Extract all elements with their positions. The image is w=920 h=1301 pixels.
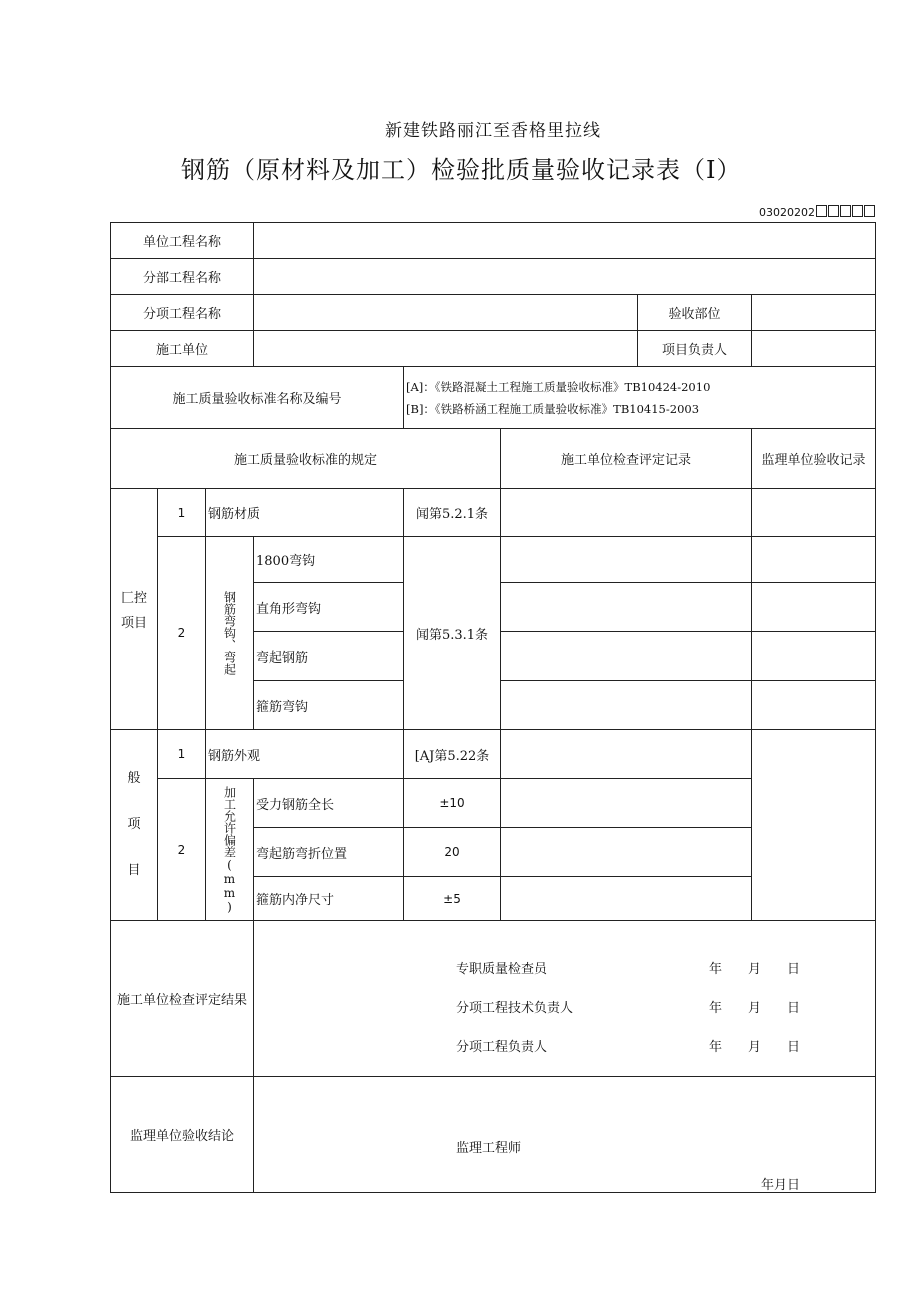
main-item2-sub4-supervision[interactable]: [752, 681, 876, 730]
construction-unit-label: 施工单位: [111, 331, 254, 367]
general-label-3: 目: [127, 863, 141, 878]
signer-quality-inspector: 专职质量检查员: [456, 962, 548, 977]
document-subtitle: 新建铁路丽江至香格里拉线: [385, 121, 601, 141]
signer3-date: 年 月 日: [709, 1040, 801, 1055]
main-item2-sub3-check[interactable]: [501, 632, 752, 681]
standard-list: [404, 367, 876, 429]
main-item2-no: 2: [158, 537, 206, 730]
main-item2-sub3-supervision[interactable]: [752, 632, 876, 681]
standard-b: [B]：《铁路桥涵工程施工质量验收标准》TB10415-2003: [406, 401, 700, 416]
main-item2-group: 钢筋弯钩、弯起: [222, 591, 237, 675]
main-item2-sub2-supervision[interactable]: [752, 583, 876, 632]
main-item2-sub2: 直角形弯钩: [254, 583, 404, 632]
main-item1-supervision[interactable]: [752, 489, 876, 537]
general-item1-name: 钢筋外观: [206, 730, 404, 779]
general-item1-ref: [AJ第5.22条: [404, 730, 501, 779]
signer-subitem-leader: 分项工程负责人: [456, 1040, 548, 1055]
spec-column-header: 施工质量验收标准的规定: [111, 429, 501, 489]
supervision-date: 年月日: [761, 1178, 801, 1193]
main-item2-sub2-check[interactable]: [501, 583, 752, 632]
main-item2-sub3: 弯起钢筋: [254, 632, 404, 681]
general-item2-val2: 20: [404, 828, 501, 877]
general-section-label: [111, 730, 158, 921]
general-item2-group: 加工允许偏差(mm): [222, 785, 237, 914]
form-code: [759, 205, 875, 219]
general-item2-no: 2: [158, 779, 206, 921]
unit-project-label: 单位工程名称: [111, 223, 254, 259]
document-title: 钢筋（原材料及加工）检验批质量验收记录表（I）: [181, 156, 742, 184]
signer2-date: 年 月 日: [709, 1001, 801, 1016]
general-item1-check[interactable]: [501, 730, 752, 779]
acceptance-part-label: 验收部位: [638, 295, 752, 331]
main-item2-ref: 闻第5.3.1条: [404, 537, 501, 730]
general-item2-sub1: 受力钢筋全长: [254, 779, 404, 828]
main-item2-sub4: 箍筋弯钩: [254, 681, 404, 730]
unit-project-field[interactable]: [254, 223, 876, 259]
general-item2-sub2-check[interactable]: [501, 828, 752, 877]
subitem-project-field[interactable]: [254, 295, 638, 331]
subitem-project-label: 分项工程名称: [111, 295, 254, 331]
standard-label: 施工质量验收标准名称及编号: [111, 367, 404, 429]
signer1-date: 年 月 日: [709, 962, 801, 977]
general-item2-sub2: 弯起筋弯折位置: [254, 828, 404, 877]
standard-a: [A]：《铁路混凝土工程施工质量验收标准》TB10424-2010: [406, 379, 711, 394]
signer-technical-leader: 分项工程技术负责人: [456, 1001, 574, 1016]
general-item2-group-cell: [206, 779, 254, 921]
project-leader-field[interactable]: [752, 331, 876, 367]
main-item2-sub1: 1800弯钩: [254, 537, 404, 583]
general-item1-no: 1: [158, 730, 206, 779]
main-item1-no: 1: [158, 489, 206, 537]
division-project-field[interactable]: [254, 259, 876, 295]
check-record-column-header: 施工单位检查评定记录: [501, 429, 752, 489]
main-item2-sub1-check[interactable]: [501, 537, 752, 583]
acceptance-part-field[interactable]: [752, 295, 876, 331]
supervision-engineer: 监理工程师: [456, 1141, 522, 1156]
result-label: 施工单位检查评定结果: [111, 921, 254, 1077]
main-item2-sub1-supervision[interactable]: [752, 537, 876, 583]
result-signoff-area[interactable]: [254, 921, 876, 1077]
main-item1-ref: 闻第5.2.1条: [404, 489, 501, 537]
main-control-label-2: 项目: [120, 616, 147, 631]
supervision-label: 监理单位验收结论: [111, 1077, 254, 1193]
supervision-record-column-header: 监理单位验收记录: [752, 429, 876, 489]
main-item2-group-cell: [206, 537, 254, 730]
project-leader-label: 项目负责人: [638, 331, 752, 367]
main-control-section-label: [111, 489, 158, 730]
main-control-label-1: 匚控: [120, 591, 147, 606]
form-code-number: 03020202: [759, 206, 815, 219]
general-supervision[interactable]: [752, 730, 876, 921]
main-item1-check[interactable]: [501, 489, 752, 537]
main-item1-name: 钢筋材质: [206, 489, 404, 537]
general-item2-val1: ±10: [404, 779, 501, 828]
division-project-label: 分部工程名称: [111, 259, 254, 295]
general-item2-sub1-check[interactable]: [501, 779, 752, 828]
main-item2-sub4-check[interactable]: [501, 681, 752, 730]
general-item2-sub3-check[interactable]: [501, 877, 752, 921]
general-item2-val3: ±5: [404, 877, 501, 921]
general-item2-sub3: 箍筋内净尺寸: [254, 877, 404, 921]
inspection-table: [110, 222, 876, 1193]
general-label-1: 般: [127, 771, 141, 786]
general-label-2: 项: [127, 817, 141, 832]
construction-unit-field[interactable]: [254, 331, 638, 367]
supervision-signoff-area[interactable]: [254, 1077, 876, 1193]
